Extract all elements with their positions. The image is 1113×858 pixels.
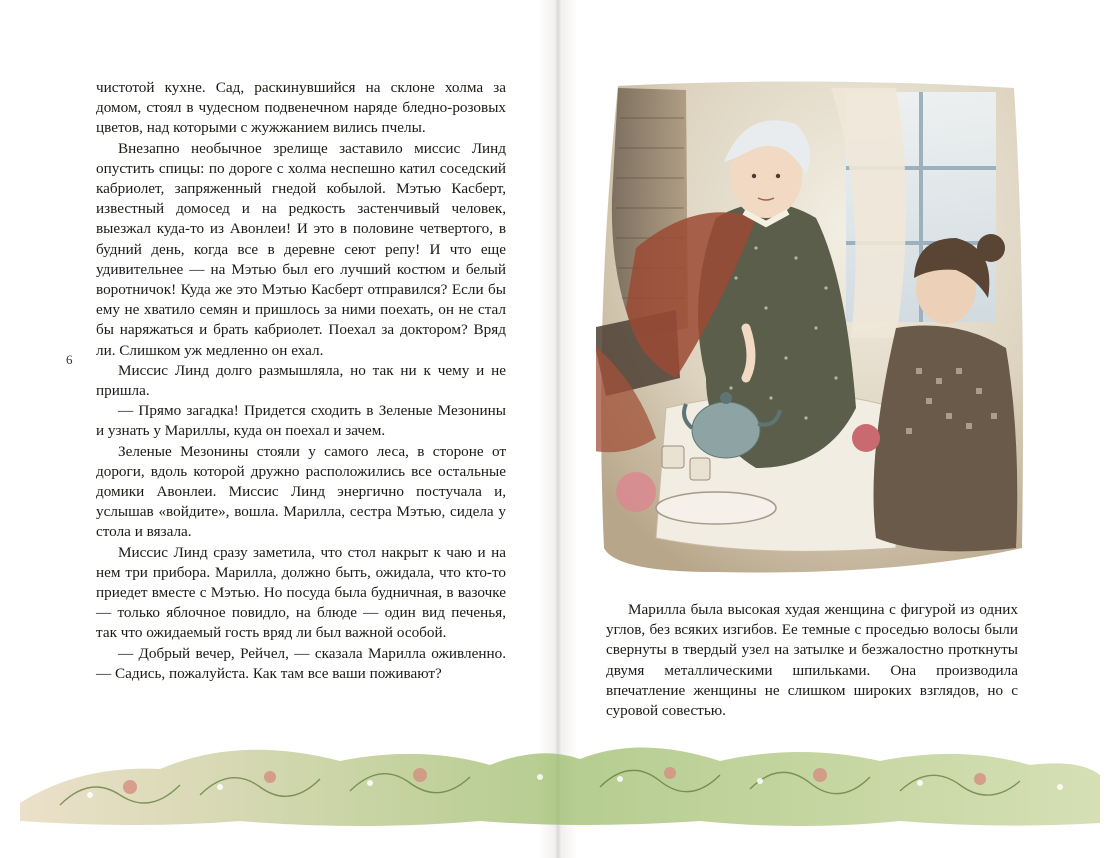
paragraph: Миссис Линд долго размышляла, но так ни к чему и не пришла. [96,361,506,400]
paragraph: Зеленые Мезонины стояли у самого леса, в стороне от дороги, вдоль которой дружно расположились все остальные домики Авонлеи. Миссис Линд энергично постучала и, услышав «войдите», вошла. Марилла, сестра Мэтью, сидела у стола и вязала. [96,442,506,541]
paragraph: — Добрый вечер, Рейчел, — сказала Марилла оживленно. — Садись, пожалуйста. Как там все ваши поживают? [96,644,506,682]
page-number: 6 [66,352,73,367]
paragraph: чистотой кухне. Сад, раскинувшийся на склоне холма за домом, стоял в чудесном подвенечном наряде бледно-розовых цветов, над которыми с жужжанием вились пчелы. [96,79,506,137]
paragraph: Миссис Линд сразу заметила, что стол накрыт к чаю и на нем три прибора. Марилла, должно быть, ожидала, что кто-то приедет вместе с Мэтью. Но посуда была будничная, в вазочке — только яблочное повидло, на блюде — один вид печенья, так что ожидаемый гость вряд ли был важной особой. [96,543,506,642]
left-page-text [96,78,506,684]
right-page-text [606,600,1018,721]
illustration-caption: Марилла была высокая худая женщина с фигурой из одних углов, без всяких изгибов. Ее темные с проседью волосы были свернуты в твердый узел на затылке и безжалостно проткнуты двумя металлическими шпильками. Она производила впечатление женщины не слишком широких взглядов, но с суровой совестью. [606,601,1018,720]
floral-ornament-border-icon [20,725,1100,835]
paragraph: Внезапно необычное зрелище заставило миссис Линд опустить спицы: по дороге с холма неспешно катил соседский кабриолет, запряженный гнедой кобылой. Мэтью Касберт, известный домосед и на редкость застенчивый человек, выезжал куда-то из Авонлеи! И это в половине четвертого, в будний день, когда все в деревне сеют репу! И что еще удивительнее — на Мэтью был его лучший костюм и белый воротничок! Куда же это Мэтью Касберт отправился? Если бы ему не хватило семян и пришлось за ними поехать, он не стал бы наряжаться и брать кабриолет. Поехал за доктором? Вряд ли. Слишком уж медленно он ехал. [96,139,506,359]
paragraph: — Прямо загадка! Придется сходить в Зеленые Мезонины и узнать у Мариллы, куда он поехал и зачем. [96,402,506,440]
watercolor-illustration-icon [596,78,1026,576]
